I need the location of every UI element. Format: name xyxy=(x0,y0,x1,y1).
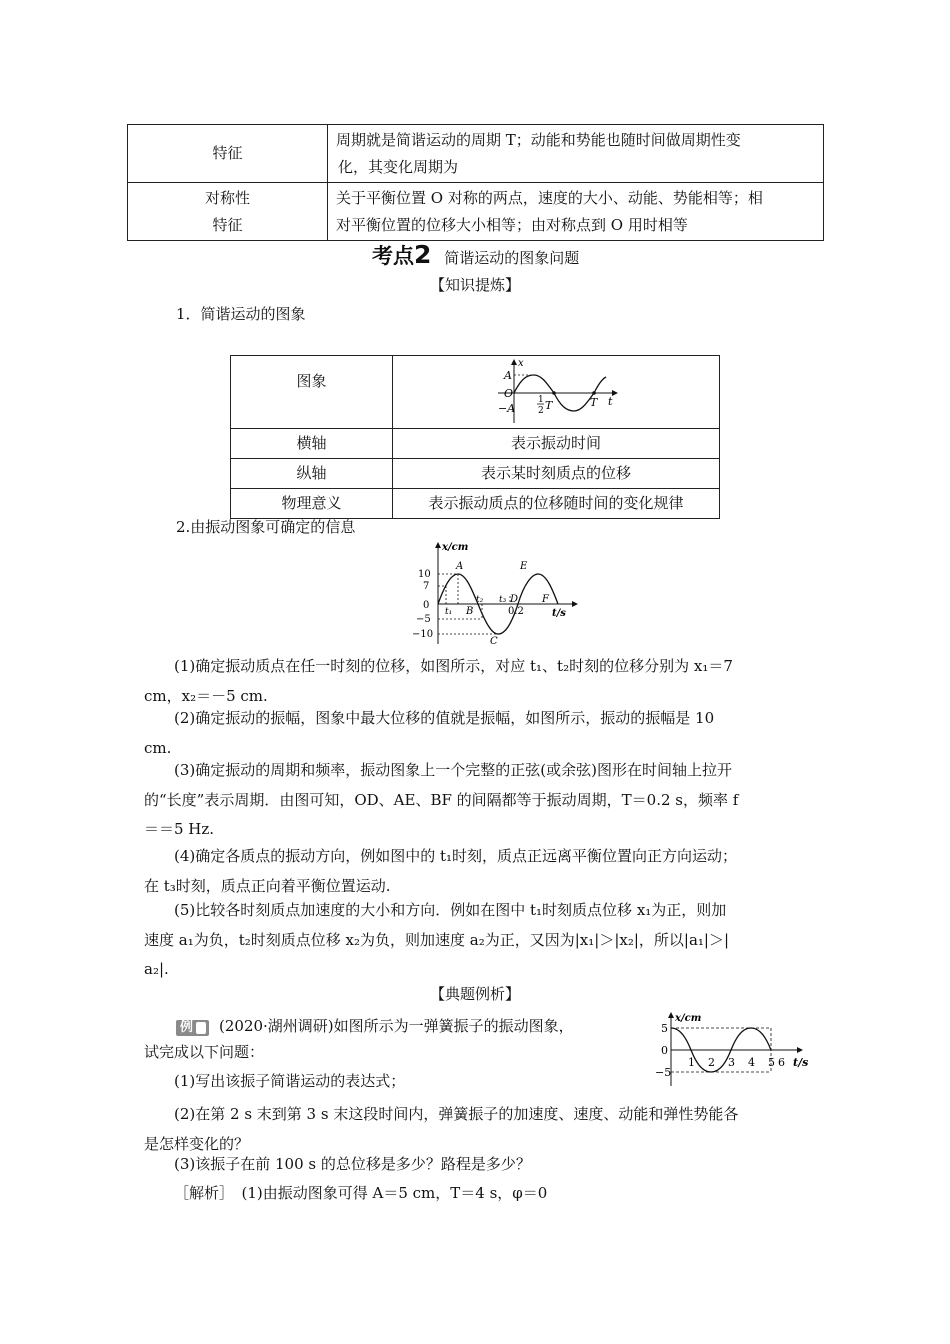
question-3: (3)该振子在前 100 s 的总位移是多少？路程是多少？ xyxy=(174,1155,531,1173)
half-fraction-den: 2 xyxy=(538,406,544,416)
text-line: (1)确定振动质点在任一时刻的位移，如图所示，对应 t₁、t₂时刻的位移分别为 x₁＝7 xyxy=(174,657,733,675)
paragraph-4 xyxy=(144,842,808,901)
section-title: 简谐运动的图象问题 xyxy=(444,249,580,267)
y-axis-arrow xyxy=(435,542,441,548)
badge-box xyxy=(196,1022,206,1034)
x-tick: 5 xyxy=(768,1056,775,1069)
point-label: D xyxy=(510,594,519,605)
x-tick: 6 xyxy=(778,1056,785,1069)
item1-title: 1．简谐运动的图象 xyxy=(176,305,306,323)
neg-amplitude-label: −A xyxy=(498,402,516,415)
table-cell xyxy=(328,183,824,241)
property-table xyxy=(127,124,824,241)
example-intro xyxy=(176,1012,616,1042)
y-axis-label: x/cm xyxy=(675,1013,702,1024)
table-cell: 物理意义 xyxy=(231,489,393,519)
answer-line: ［解析］ (1)由振动图象可得 A＝5 cm，T＝4 s，φ＝0 xyxy=(174,1184,548,1202)
paragraph-3 xyxy=(144,756,808,845)
paragraph-2 xyxy=(144,704,808,763)
amplitude-label: A xyxy=(504,369,512,382)
text-line: 试完成以下问题： xyxy=(144,1043,265,1061)
half-period-label: T xyxy=(545,399,553,412)
text-line: (2)确定振动的振幅，图象中最大位移的值就是振幅，如图所示，振动的振幅是 10 xyxy=(174,709,715,727)
t-axis-label: t/s xyxy=(552,608,566,619)
y-axis-label: x/cm xyxy=(442,542,469,553)
x-tick: 4 xyxy=(748,1056,755,1069)
vibration-graph xyxy=(410,540,585,646)
section-badge: 考点 xyxy=(372,244,414,268)
half-fraction-num: 1 xyxy=(538,395,544,405)
item2-title: 2.由振动图象可确定的信息 xyxy=(176,518,356,536)
table-cell xyxy=(328,125,824,183)
table-row xyxy=(231,459,720,489)
point-label: C xyxy=(490,636,498,646)
table-cell: 表示振动时间 xyxy=(393,429,720,459)
graph-table xyxy=(230,355,720,519)
point-label: A xyxy=(456,561,464,572)
table-cell: 图象 xyxy=(231,356,393,429)
cell-line: 关于平衡位置 O 对称的两点，速度的大小、动能、势能相等；相 xyxy=(336,188,763,207)
text-line: a₂|. xyxy=(144,960,169,978)
table-row xyxy=(231,489,720,519)
text-line: ＝＝5 Hz. xyxy=(144,820,215,838)
text-line: cm. xyxy=(144,738,172,757)
x-tick: 0.2 xyxy=(508,606,524,617)
t-axis-label: t/s xyxy=(793,1056,809,1069)
text-line: (2020·湖州调研)如图所示为一弹簧振子的振动图象， xyxy=(219,1017,574,1035)
cell-line: 特征 xyxy=(212,215,243,234)
table-cell: 表示振动质点的位移随时间的变化规律 xyxy=(393,489,720,519)
t-axis-arrow xyxy=(572,601,578,607)
cell-line: 对称性 xyxy=(204,188,250,207)
t-label: t₁ xyxy=(445,607,453,617)
y-tick: 10 xyxy=(418,569,431,580)
y-tick: −5 xyxy=(416,614,431,625)
y-tick: −5 xyxy=(655,1066,672,1079)
example-heading: 【典题例析】 xyxy=(429,985,520,1003)
cell-line: 对平衡位置的位移大小相等；由对称点到 O 用时相等 xyxy=(336,215,688,234)
text-line: 是怎样变化的？ xyxy=(144,1134,250,1153)
text-line: (4)确定各质点的振动方向，例如图中的 t₁时刻，质点正远离平衡位置向正方向运动； xyxy=(174,847,738,865)
table-cell xyxy=(128,183,328,241)
t-label: t₃ xyxy=(499,595,507,605)
sine-graph xyxy=(394,357,718,427)
sine-curve-tail xyxy=(594,377,606,393)
y-tick: 5 xyxy=(661,1022,668,1035)
period-label: T xyxy=(590,396,598,409)
table-row xyxy=(231,429,720,459)
table-cell: 横轴 xyxy=(231,429,393,459)
x-tick: 2 xyxy=(708,1056,715,1069)
example-badge-text: 例 xyxy=(180,1020,194,1035)
example-badge xyxy=(176,1020,209,1036)
cell-line: 化，其变化周期为 xyxy=(338,157,459,176)
point-label: F xyxy=(542,594,549,605)
text-line: (5)比较各时刻质点加速度的大小和方向．例如在图中 t₁时刻质点位移 x₁为正，则加 xyxy=(174,901,727,919)
table-row xyxy=(128,125,824,183)
y-tick: 7 xyxy=(423,581,430,592)
table-cell: 纵轴 xyxy=(231,459,393,489)
text-line: (2)在第 2 s 末到第 3 s 末这段时间内，弹簧振子的加速度、速度、动能和弹性势能各 xyxy=(174,1105,739,1123)
table-cell: 表示某时刻质点的位移 xyxy=(393,459,720,489)
text-line: cm，x₂＝－5 cm. xyxy=(144,686,268,705)
table-row xyxy=(128,183,824,241)
period-point xyxy=(592,391,596,395)
text-line: (3)确定振动的周期和频率，振动图象上一个完整的正弦(或余弦)图形在时间轴上拉开 xyxy=(174,761,732,779)
t-axis-label: t xyxy=(608,395,613,408)
x-axis-label: x xyxy=(518,358,524,369)
t-axis-arrow xyxy=(612,390,618,396)
table-cell: 特征 xyxy=(128,125,328,183)
y-tick: 0 xyxy=(423,600,430,611)
t-label: t₂ xyxy=(476,595,484,605)
t-axis-arrow xyxy=(797,1047,803,1053)
section-number: 2 xyxy=(414,240,432,269)
point-label: E xyxy=(520,561,528,572)
half-period-point xyxy=(552,391,556,395)
x-axis-arrow xyxy=(511,359,517,365)
y-tick: −10 xyxy=(412,629,434,640)
point-label: B xyxy=(466,606,474,617)
question-2 xyxy=(144,1100,808,1159)
example-vibration-graph xyxy=(655,1010,815,1088)
text-line: 速度 a₁为负，t₂时刻质点位移 x₂为负，则加速度 a₂为正，又因为|x₁|＞|x₂|，所以|a₁|＞| xyxy=(144,930,730,949)
table-row xyxy=(231,356,720,429)
y-tick: 0 xyxy=(661,1044,668,1057)
origin-label: O xyxy=(504,387,514,400)
y-axis-arrow xyxy=(668,1012,674,1018)
text-line: 在 t₃时刻，质点正向着平衡位置运动. xyxy=(144,876,391,895)
cell-line: 周期就是简谐运动的周期 T；动能和势能也随时间做周期性变 xyxy=(336,130,741,149)
text-line: 的“长度”表示周期．由图可知，OD、AE、BF 的间隔都等于振动周期，T＝0.2 s，频率 f xyxy=(144,790,739,809)
x-tick: 1 xyxy=(688,1056,695,1069)
section-heading xyxy=(372,240,579,270)
knowledge-heading: 【知识提炼】 xyxy=(429,276,520,294)
question-1: (1)写出该振子简谐运动的表达式； xyxy=(174,1072,406,1090)
table-cell xyxy=(393,356,720,429)
x-tick: 3 xyxy=(728,1056,735,1069)
paragraph-5 xyxy=(144,896,808,985)
paragraph-1 xyxy=(144,652,808,711)
